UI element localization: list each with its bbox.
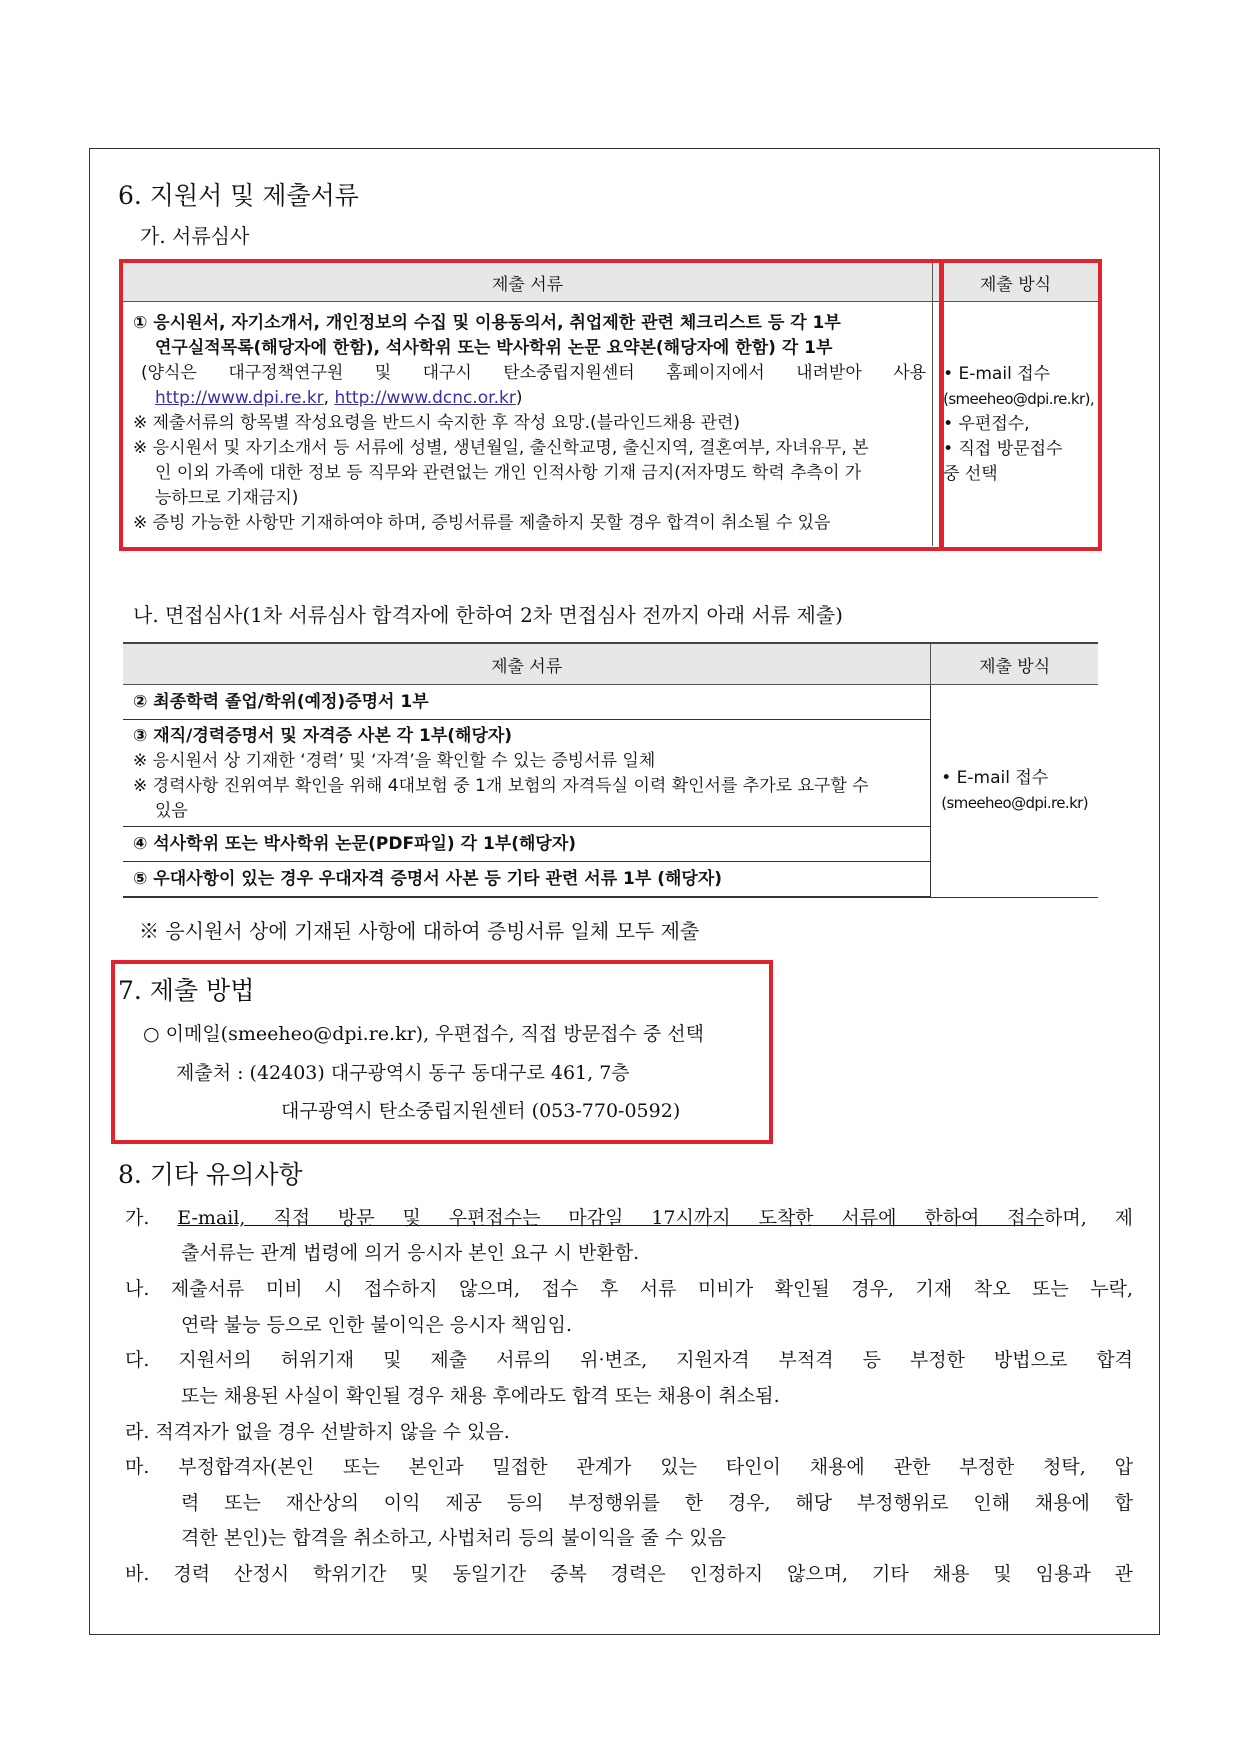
method-email: (smeeheo@dpi.re.kr), [943, 389, 1094, 408]
method-line: • 우편접수, [943, 413, 1030, 434]
interview-row-3 [123, 827, 931, 862]
dcnc-link[interactable]: http://www.dcnc.or.kr [334, 387, 516, 408]
method-line: • 직접 방문접수 [943, 438, 1063, 459]
note-ma-line-1: 마. 부정합격자(본인 또는 본인과 밀접한 관계가 있는 타인이 채용에 관한 부정한 청탁, 압 [125, 1456, 1133, 1478]
method-line: 중 선택 [943, 463, 998, 484]
section-6-footnote: ※ 응시원서 상에 기재된 사항에 대하여 증빙서류 일체 모두 제출 [139, 919, 700, 943]
row-text: ② 최종학력 졸업/학위(예정)증명서 1부 [133, 691, 429, 712]
section-7-line-2: 제출처 : (42403) 대구광역시 동구 동대구로 461, 7층 [176, 1062, 630, 1084]
row-text: ⑤ 우대사항이 있는 경우 우대자격 증명서 사본 등 기타 관련 서류 1부 (해당자) [133, 868, 723, 889]
note-na-line-2: 연락 불능 등으로 인한 불이익은 응시자 책임임. [181, 1314, 573, 1336]
row-note: ※ 경력사항 진위여부 확인을 위해 4대보험 중 1개 보험의 자격득실 이력 확인서를 추가로 요구할 수 [133, 776, 869, 796]
interview-row-4 [123, 862, 931, 898]
note-da-line-1: 다. 지원서의 허위기재 및 제출 서류의 위·변조, 지원자격 부적격 등 부정한 방법으로 합격 [125, 1349, 1133, 1371]
form-note-part: 대구정책연구원 [228, 362, 344, 383]
section-7-line-3: 대구광역시 탄소중립지원센터 (053-770-0592) [281, 1100, 681, 1122]
note-line: ※ 응시원서 및 자기소개서 등 서류에 성별, 생년월일, 출신학교명, 출신지역, 결혼여부, 자녀유무, 본 [133, 437, 869, 458]
col-method-header: 제출 방식 [931, 643, 1098, 685]
method-email: (smeeheo@dpi.re.kr) [941, 793, 1088, 812]
method-line: • E-mail 접수 [941, 767, 1049, 788]
note-ba-line-1: 바. 경력 산정시 학위기간 및 동일기간 중복 경력은 인정하지 않으며, 기타 채용 및 임용과 관 [125, 1563, 1133, 1585]
interview-table [123, 642, 1098, 898]
form-note-part: 사용 [893, 362, 927, 383]
note-ra-line-1: 라. 적격자가 없을 경우 선발하지 않을 수 있음. [125, 1421, 510, 1443]
doc-line-1: ① 응시원서, 자기소개서, 개인정보의 수집 및 이용동의서, 취업제한 관련 체크리스트 등 각 1부 [133, 312, 841, 333]
note-line: 인 이외 가족에 대한 정보 등 직무와 관련없는 개인 인적사항 기재 금지(저자명도 학력 추측이 가 [155, 462, 862, 483]
note-da-line-2: 또는 채용된 사실이 확인될 경우 채용 후에라도 합격 또는 채용이 취소됨. [181, 1385, 780, 1407]
row-text: ④ 석사학위 또는 박사학위 논문(PDF파일) 각 1부(해당자) [133, 833, 577, 854]
interview-method-cell [931, 685, 1098, 898]
note-ga-line-2: 출서류는 관계 법령에 의거 응시자 본인 요구 시 반환함. [181, 1242, 640, 1264]
section-6-sub-b: 나. 면접심사(1차 서류심사 합격자에 한하여 2차 면접심사 전까지 아래 서류 제출) [133, 603, 843, 627]
section-7-line-1: ○ 이메일(smeeheo@dpi.re.kr), 우편접수, 직접 방문접수 중 선택 [143, 1023, 704, 1045]
row-note: 있음 [155, 801, 188, 821]
note-line: ※ 증빙 가능한 사항만 기재하여야 하며, 증빙서류를 제출하지 못할 경우 합격이 취소될 수 있음 [133, 512, 831, 533]
note-ma-line-3: 격한 본인)는 합격을 취소하고, 사법처리 등의 불이익을 줄 수 있음 [181, 1527, 727, 1549]
doc-line-2: 연구실적목록(해당자에 한함), 석사학위 또는 박사학위 논문 요약본(해당자에 한함) 각 1부 [155, 337, 833, 358]
link-sep: , [323, 387, 330, 408]
form-note-part: 대구시 [422, 362, 472, 383]
form-note-part: 내려받아 [796, 362, 862, 383]
note-emphasis: E-mail, 직접 방문 및 우편접수는 마감일 17시까지 도착한 서류에 한하여 접수 [177, 1207, 1045, 1229]
note-prefix: 가. [125, 1207, 178, 1229]
section-6-sub-a: 가. 서류심사 [140, 224, 250, 248]
section-8-title: 8. 기타 유의사항 [118, 1160, 303, 1189]
interview-row-1 [123, 685, 931, 720]
section-7-title: 7. 제출 방법 [118, 976, 255, 1005]
col-docs-header: 제출 서류 [123, 643, 931, 685]
form-note-part: 홈페이지에서 [666, 362, 765, 383]
note-line: ※ 제출서류의 항목별 작성요령을 반드시 숙지한 후 작성 요망.(블라인드채용 관련) [133, 412, 741, 433]
highlight-box-docs [119, 259, 943, 551]
note-rest: 하며, 제 [1044, 1207, 1133, 1229]
note-na-line-1: 나. 제출서류 미비 시 접수하지 않으며, 접수 후 서류 미비가 확인될 경우, 기재 착오 또는 누락, [125, 1278, 1133, 1300]
col-docs-header: 제출 서류 [123, 263, 933, 302]
method-line: • E-mail 접수 [943, 363, 1051, 384]
dpi-link[interactable]: http://www.dpi.re.kr [155, 387, 324, 408]
link-close: ) [515, 387, 523, 408]
interview-row-2 [123, 720, 931, 827]
form-note-part: 및 [374, 362, 392, 383]
section-6-title: 6. 지원서 및 제출서류 [118, 181, 359, 210]
note-line: 능하므로 기재금지) [155, 487, 299, 508]
highlight-box-method [940, 259, 1102, 551]
row-title: ③ 재직/경력증명서 및 자격증 사본 각 1부(해당자) [133, 726, 513, 746]
row-note: ※ 응시원서 상 기재한 ‘경력’ 및 ‘자격’을 확인할 수 있는 증빙서류 일체 [133, 751, 656, 771]
form-note-part: (양식은 [141, 362, 197, 383]
col-method-header: 제출 방식 [933, 263, 1098, 302]
note-ga-line-1 [125, 1203, 1133, 1230]
form-note-part: 탄소중립지원센터 [503, 362, 635, 383]
note-ma-line-2: 력 또는 재산상의 이익 제공 등의 부정행위를 한 경우, 해당 부정행위로 인해 채용에 합 [181, 1492, 1133, 1514]
